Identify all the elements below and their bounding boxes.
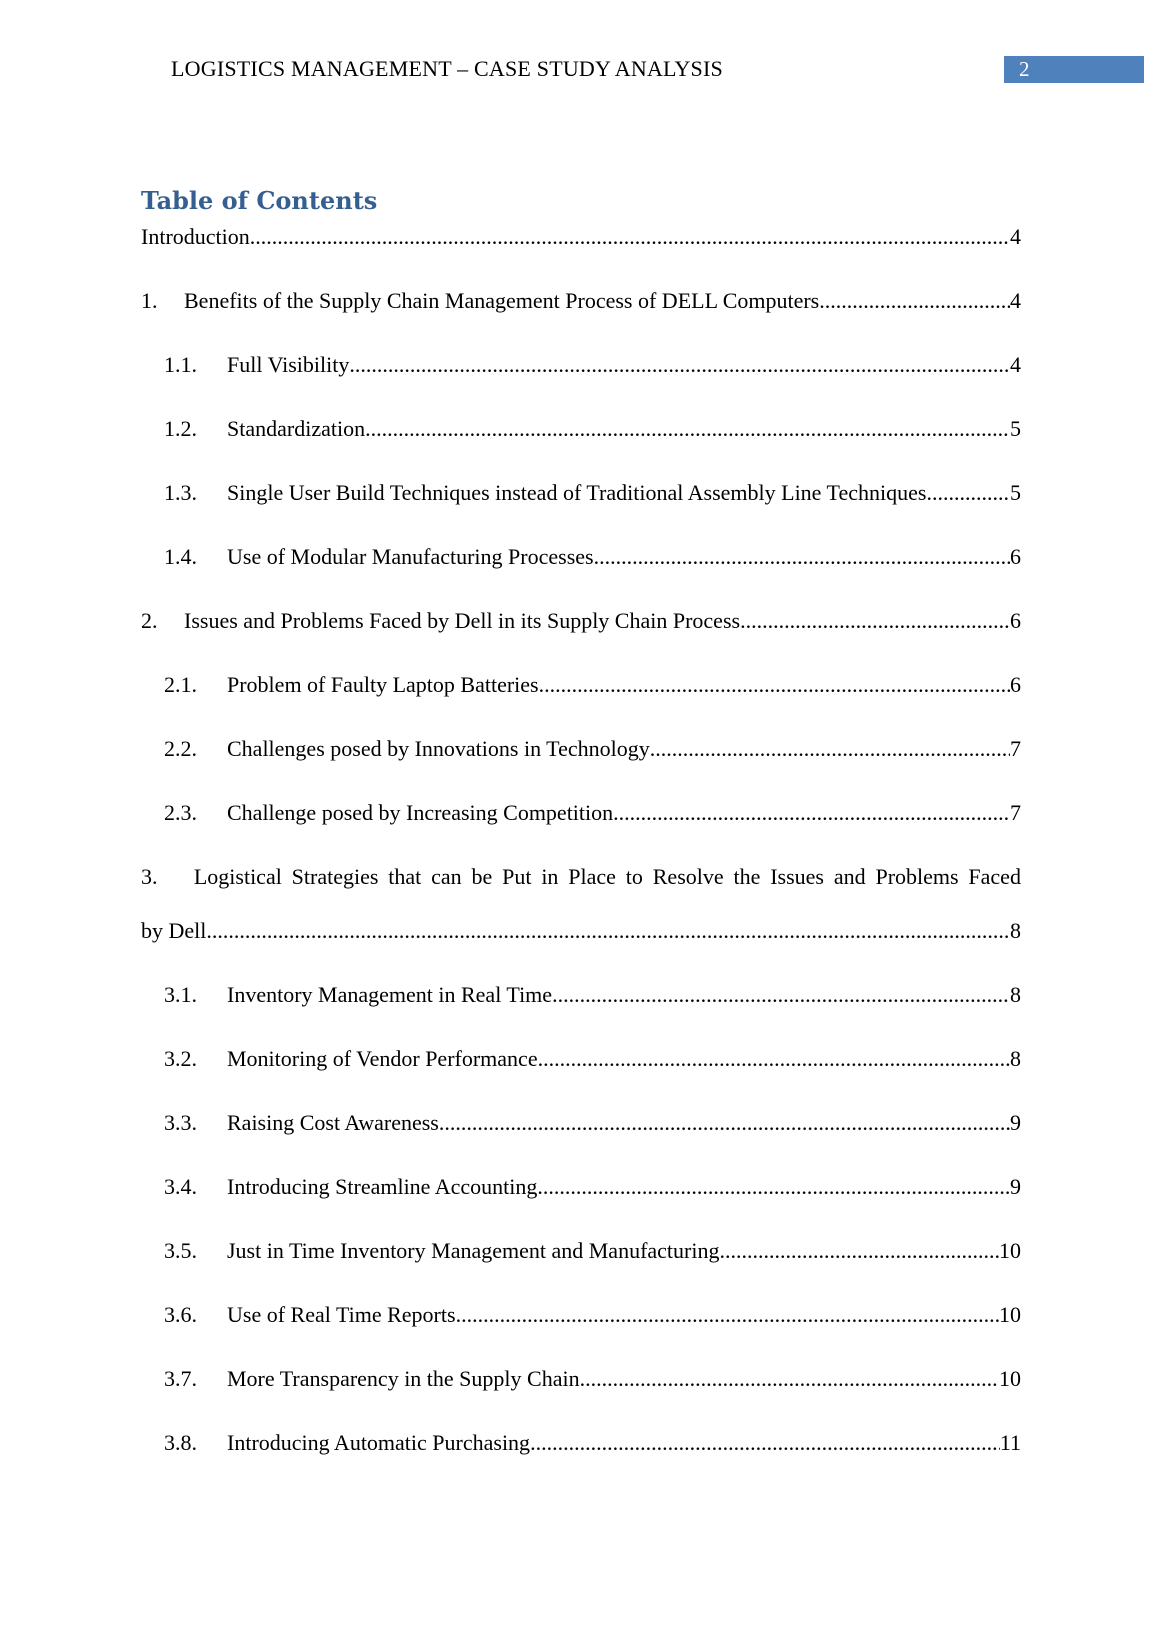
toc-word: Logistical [193,864,282,889]
toc-leader-dots [819,287,1010,315]
toc-entry-number: 1. [141,288,158,313]
toc-entry-3-1[interactable] [164,981,1021,1009]
toc-entry-text: by Dell [141,918,207,943]
toc-entry-3-2[interactable] [164,1045,1021,1073]
toc-entry-text: Monitoring of Vendor Performance [227,1046,538,1071]
toc-word: Strategies [291,864,379,889]
toc-entry-3-3[interactable] [164,1109,1021,1137]
toc-entry-text: Challenge posed by Increasing Competition [227,800,614,825]
toc-word: Place [568,864,616,889]
toc-entry-page: 4 [1010,224,1021,249]
page-number-badge: 2 [1004,56,1144,83]
toc-entry-3-5[interactable] [164,1237,1021,1265]
toc-word: the [733,864,761,889]
toc-word: to [625,864,643,889]
toc-entry-text: Introduction [141,224,250,249]
toc-entry-1[interactable] [141,287,1021,315]
toc-entry-text: Introducing Automatic Purchasing [227,1430,531,1455]
toc-entry-number: 3.3. [164,1110,197,1135]
toc-entry-2[interactable] [141,607,1021,635]
toc-leader-dots [552,981,1010,1009]
toc-entry-page: 8 [1010,918,1021,943]
toc-entry-page: 5 [1010,480,1021,505]
toc-entry-text: Use of Real Time Reports [227,1302,456,1327]
toc-entry-introduction[interactable] [141,223,1021,251]
toc-entry-number: 1.2. [164,416,197,441]
toc-word: Faced [968,864,1021,889]
toc-entry-page: 6 [1010,544,1021,569]
toc-leader-dots [206,917,1010,945]
toc-entry-page: 4 [1010,288,1021,313]
toc-entry-2-1[interactable] [164,671,1021,699]
toc-entry-3-6[interactable] [164,1301,1021,1329]
toc-entry-page: 5 [1010,416,1021,441]
toc-leader-dots [538,1045,1010,1073]
toc-leader-dots [365,415,1010,443]
toc-entry-number: 3.1. [164,982,197,1007]
toc-entry-text: Problem of Faulty Laptop Batteries [227,672,539,697]
toc-entry-1-1[interactable] [164,351,1021,379]
toc-word: and [833,864,866,889]
toc-entry-number: 3.8. [164,1430,197,1455]
toc-entry-1-3[interactable] [164,479,1021,507]
toc-entry-2-2[interactable] [164,735,1021,763]
toc-entry-number: 3.2. [164,1046,197,1071]
toc-leader-dots [650,735,1010,763]
toc-word: Problems [875,864,959,889]
toc-leader-dots [539,671,1010,699]
toc-leader-dots [456,1301,999,1329]
toc-entry-number: 3.4. [164,1174,197,1199]
toc-entry-number: 2.2. [164,736,197,761]
toc-leader-dots [594,543,1010,571]
toc-leader-dots [439,1109,1010,1137]
toc-entry-text: Single User Build Techniques instead of Traditional Assembly Line Techniques [227,480,927,505]
toc-entry-number: 2.1. [164,672,197,697]
toc-entry-page: 9 [1010,1174,1021,1199]
toc-word: in [541,864,559,889]
toc-entry-3-line2[interactable] [141,917,1021,945]
toc-entry-page: 10 [999,1302,1021,1327]
toc-entry-text: Issues and Problems Faced by Dell in its Supply Chain Process [184,608,741,633]
toc-word: Resolve [652,864,724,889]
toc-entry-page: 8 [1010,982,1021,1007]
toc-leader-dots [349,351,1010,379]
toc-entry-page: 8 [1010,1046,1021,1071]
toc-word: can [431,864,462,889]
toc-entry-page: 9 [1010,1110,1021,1135]
toc-entry-page: 10 [999,1238,1021,1263]
toc-entry-page: 11 [999,1430,1021,1455]
toc-leader-dots [719,1237,999,1265]
toc-entry-number: 3. [141,864,158,889]
toc-leader-dots [537,1173,1010,1201]
toc-entry-text: Inventory Management in Real Time [227,982,553,1007]
toc-entry-page: 10 [999,1366,1021,1391]
toc-leader-dots [580,1365,999,1393]
toc-entry-number: 1.1. [164,352,197,377]
toc-entry-1-4[interactable] [164,543,1021,571]
toc-entry-text: More Transparency in the Supply Chain [227,1366,580,1391]
toc-word: that [388,864,422,889]
toc-entry-text: Introducing Streamline Accounting [227,1174,538,1199]
toc-entry-text: Use of Modular Manufacturing Processes [227,544,594,569]
toc-entry-text: Standardization [227,416,366,441]
toc-entry-3-4[interactable] [164,1173,1021,1201]
toc-heading: Table of Contents [141,186,378,215]
running-header-title: LOGISTICS MANAGEMENT – CASE STUDY ANALYSIS [171,56,723,81]
toc-leader-dots [740,607,1010,635]
toc-entry-number: 2.3. [164,800,197,825]
toc-entry-number: 3.7. [164,1366,197,1391]
toc-entry-number: 3.6. [164,1302,197,1327]
toc-entry-2-3[interactable] [164,799,1021,827]
toc-entry-page: 6 [1010,608,1021,633]
toc-word: Put [502,864,532,889]
toc-leader-dots [926,479,1010,507]
toc-word: be [471,864,493,889]
toc-leader-dots [250,223,1010,251]
toc-entry-page: 7 [1010,800,1021,825]
toc-leader-dots [613,799,1010,827]
toc-entry-text: Benefits of the Supply Chain Management Process of DELL Computers [184,288,820,313]
toc-entry-text: Challenges posed by Innovations in Technology [227,736,650,761]
toc-leader-dots [530,1429,1000,1457]
toc-entry-text: Full Visibility [227,352,350,377]
toc-entry-3-7[interactable] [164,1365,1021,1393]
toc-word: Issues [770,864,824,889]
toc-entry-number: 1.4. [164,544,197,569]
toc-entry-number: 2. [141,608,158,633]
toc-entry-text: Just in Time Inventory Management and Manufacturing [227,1238,720,1263]
toc-entry-3-8[interactable] [164,1429,1021,1457]
toc-entry-page: 4 [1010,352,1021,377]
toc-entry-number: 3.5. [164,1238,197,1263]
toc-entry-page: 6 [1010,672,1021,697]
toc-entry-number: 1.3. [164,480,197,505]
toc-entry-page: 7 [1010,736,1021,761]
toc-entry-text: Raising Cost Awareness [227,1110,439,1135]
toc-entry-1-2[interactable] [164,415,1021,443]
toc-entry-3-line1[interactable] [141,863,1021,891]
